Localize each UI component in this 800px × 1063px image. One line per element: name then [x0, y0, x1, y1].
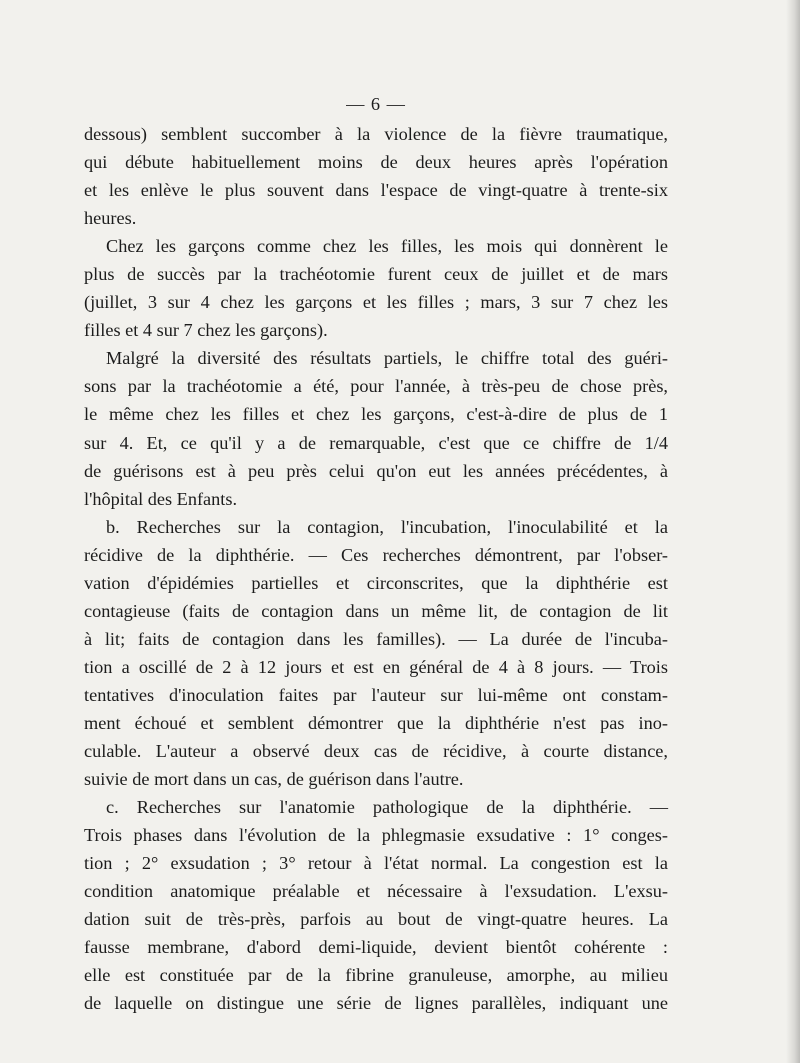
text-line: à lit; faits de contagion dans les familles). — La durée de l'incuba-: [84, 628, 668, 649]
text-line: sur 4. Et, ce qu'il y a de remarquable, c'est que ce chiffre de 1/4: [84, 432, 668, 453]
text-line: condition anatomique préalable et nécessaire à l'exsudation. L'exsu-: [84, 881, 668, 902]
text-line: dation suit de très-près, parfois au bout de vingt-quatre heures. La: [84, 909, 668, 930]
text-line: Trois phases dans l'évolution de la phlegmasie exsudative : 1° conges-: [84, 825, 668, 846]
text-line: l'hôpital des Enfants.: [84, 488, 238, 509]
text-line: c. Recherches sur l'anatomie pathologique de la diphthérie. —: [106, 797, 668, 818]
text-line: (juillet, 3 sur 4 chez les garçons et les filles ; mars, 3 sur 7 chez les: [84, 292, 668, 313]
text-line: vation d'épidémies partielles et circonscrites, que la diphthérie est: [84, 572, 668, 593]
text-line: tion a oscillé de 2 à 12 jours et est en général de 4 à 8 jours. — Trois: [84, 656, 668, 677]
text-line: plus de succès par la trachéotomie furent ceux de juillet et de mars: [84, 264, 668, 285]
text-line: suivie de mort dans un cas, de guérison dans l'autre.: [84, 769, 464, 790]
page-number: — 6 —: [346, 94, 406, 114]
text-line: ment échoué et semblent démontrer que la diphthérie n'est pas ino-: [84, 712, 668, 733]
paragraph-lines: [84, 120, 668, 1018]
text-line: culable. L'auteur a observé deux cas de récidive, à courte distance,: [84, 741, 668, 762]
text-line: qui débute habituellement moins de deux heures après l'opération: [84, 152, 668, 173]
text-line: filles et 4 sur 7 chez les garçons).: [84, 320, 328, 341]
text-block: [84, 88, 668, 1018]
text-line: le même chez les filles et chez les garçons, c'est-à-dire de plus de 1: [84, 404, 668, 425]
text-line: tion ; 2° exsudation ; 3° retour à l'état normal. La congestion est la: [84, 853, 668, 874]
text-line: dessous) semblent succomber à la violence de la fièvre traumatique,: [84, 124, 668, 144]
text-line: heures.: [84, 208, 137, 229]
text-line: fausse membrane, d'abord demi-liquide, devient bientôt cohérente :: [84, 937, 668, 958]
text-line: Malgré la diversité des résultats partiels, le chiffre total des guéri-: [106, 348, 668, 369]
page-edge-shadow: [786, 0, 800, 1063]
text-line: tentatives d'inoculation faites par l'auteur sur lui-même ont constam-: [84, 684, 668, 705]
text-line: et les enlève le plus souvent dans l'espace de vingt-quatre à trente-six: [84, 180, 668, 201]
text-line: contagieuse (faits de contagion dans un même lit, de contagion de lit: [84, 600, 668, 621]
text-line: de laquelle on distingue une série de lignes parallèles, indiquant une: [84, 993, 668, 1014]
text-line: b. Recherches sur la contagion, l'incubation, l'inoculabilité et la: [106, 516, 668, 537]
text-line: récidive de la diphthérie. — Ces recherches démontrent, par l'obser-: [84, 544, 668, 565]
text-line: sons par la trachéotomie a été, pour l'année, à très-peu de chose près,: [84, 376, 668, 397]
text-line: de guérisons est à peu près celui qu'on eut les années précédentes, à: [84, 460, 668, 481]
text-line: Chez les garçons comme chez les filles, les mois qui donnèrent le: [106, 236, 668, 257]
text-line: elle est constituée par de la fibrine granuleuse, amorphe, au milieu: [84, 965, 668, 986]
